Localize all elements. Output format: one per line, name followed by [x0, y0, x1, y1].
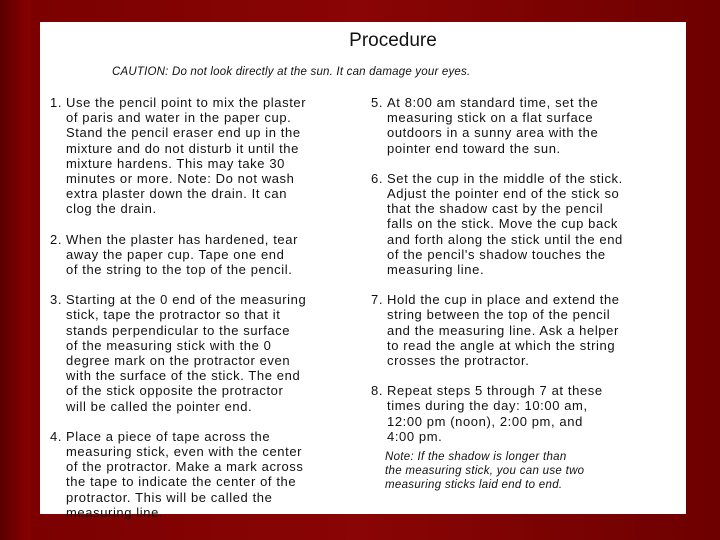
step-text: Use the pencil point to mix the plaster of paris and water in the paper cup. Stand the pencil eraser end up in the mixture and do not disturb it until the mixture hardens. This may take 30 minutes or more. Note: Do not wash extra plaster down the drain. It can clog the drain. — [66, 95, 307, 217]
step-item — [50, 429, 370, 520]
step-text: When the plaster has hardened, tear away the paper cup. Tape one end of the string to the top of the pencil. — [66, 231, 299, 278]
step-text: Set the cup in the middle of the stick. Adjust the pointer end of the stick so that the shadow cast by the pencil falls on the stick. Move the cup back and forth along the stick until the end of the pencil's shadow touches the measuring line. — [387, 170, 623, 278]
step-number: 6. — [371, 170, 384, 186]
step-item — [50, 95, 370, 217]
slide-border — [0, 0, 30, 540]
step-text: Place a piece of tape across the measuring stick, even with the center of the protractor. Make a mark across the tape to indicate the center of the protractor. This will be called the measuring line. — [66, 428, 304, 520]
note-text: Note: If the shadow is longer than the measuring stick, you can use two measuring sticks laid end to end. — [385, 451, 585, 492]
step-number: 3. — [50, 292, 63, 308]
step-item — [50, 232, 370, 278]
page-title: Procedure — [349, 30, 437, 51]
step-item — [50, 292, 370, 414]
step-text: Hold the cup in place and extend the string between the top of the pencil and the measuring line. Ask a helper to read the angle at which the string crosses the protractor. — [387, 292, 620, 369]
step-text: Starting at the 0 end of the measuring stick, tape the protractor so that it stands perpendicular to the surface of the measuring stick with the 0 degree mark on the protractor even with the surface of the stick. The end of the stick opposite the protractor will be called the pointer end. — [66, 292, 307, 414]
step-number: 7. — [371, 292, 384, 308]
step-item — [371, 383, 683, 444]
step-item — [371, 292, 683, 368]
left-column — [50, 95, 370, 535]
step-text: At 8:00 am standard time, set the measuring stick on a flat surface outdoors in a sunny area with the pointer end toward the sun. — [387, 95, 599, 156]
step-number: 2. — [50, 231, 63, 247]
step-number: 8. — [371, 383, 384, 399]
step-number: 5. — [371, 95, 384, 110]
step-item — [371, 171, 683, 277]
step-item — [371, 95, 683, 156]
step-number: 4. — [50, 428, 63, 444]
caution-text: CAUTION: Do not look directly at the sun. It can damage your eyes. — [112, 66, 471, 78]
step-number: 1. — [50, 95, 63, 110]
right-column — [371, 95, 683, 492]
document-page — [40, 22, 686, 520]
step-text: Repeat steps 5 through 7 at these times during the day: 10:00 am, 12:00 pm (noon), 2:00 pm, and 4:00 pm. — [387, 383, 603, 444]
